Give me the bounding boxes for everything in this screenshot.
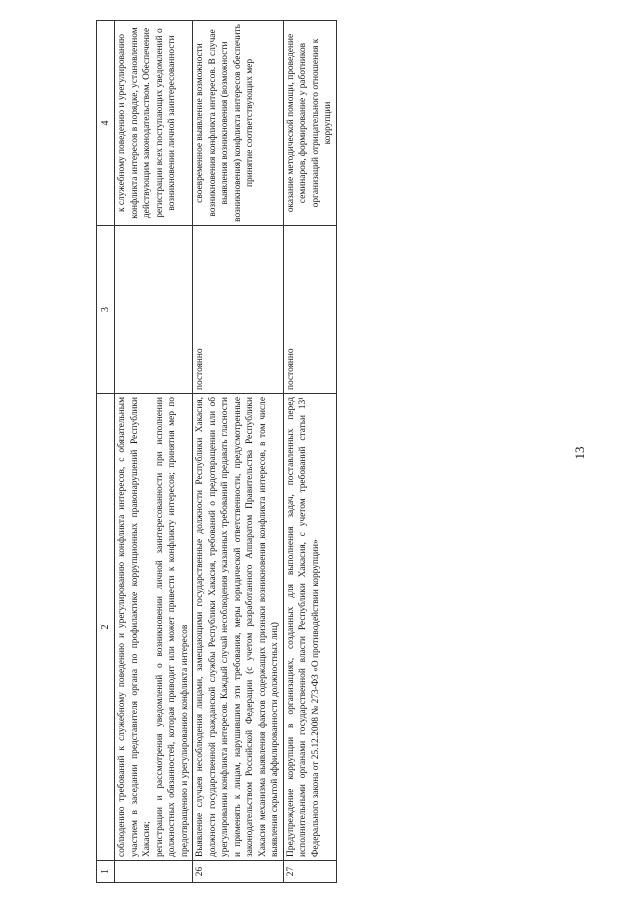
row-number: [115, 861, 193, 883]
term-cell: [115, 226, 193, 394]
header-cell-1: 1: [97, 861, 115, 883]
header-cell-3: 3: [97, 226, 115, 394]
measure-cell: [283, 394, 336, 861]
row-number: 26: [193, 861, 284, 883]
header-cell-2: 2: [97, 394, 115, 861]
header-cell-4: 4: [97, 21, 115, 226]
table-row: [283, 21, 336, 883]
result-cell: своевременное выявление возможности возникновения конфликта интересов. В случае выявления возникновения (возможности возникновения) конфликта интересов обеспечить принятие соответствующих мер: [193, 21, 284, 226]
term-cell: постоянно: [283, 226, 336, 394]
term-cell: постоянно: [193, 226, 284, 394]
row-number: 27: [283, 861, 336, 883]
measure-text: Предупреждение коррупции в организациях, созданных для выполнения задач, поставленных перед исполнительными органами государственной власти Республики Хакасия, с учетом требований статьи 13¹ Федерального закона от 25.12.2008 № 273-ФЗ «О противодействии коррупции»: [285, 397, 321, 857]
measure-cell: [193, 394, 284, 861]
page-number: 13: [572, 446, 587, 460]
measure-text: Выявление случаев несоблюдения лицами, замещающими государственные должности Республики Хакасия, должности государственной гражданской службы Республики Хакасия, требований о предотвращении или об урегулировании конфликта интересов. Каждый случай несоблюдения указанных требований предавать гласности и применять к лицам, нарушившим эти требования, меры юридической ответственности, предусмотренные законодательством Российской Федерации (с учетом разработанного Аппаратом Правительства Республики Хакасия механизма выявления фактов содержащих признаки возникновения конфликта интересов, в том числе выявления скрытой аффилированности должностных лиц): [195, 397, 280, 857]
table-row: [193, 21, 284, 883]
measure-text: регистрации и рассмотрения уведомлений о возникновении личной заинтересованности при исполнении должностных обязанностей, которая приводит или может привести к конфликту интересов; принятия мер по предотвращению и урегулированию конфликта интересов: [154, 397, 190, 857]
measures-table: [96, 20, 337, 883]
measure-text: соблюдению требований к служебному поведению и урегулированию конфликта интересов, с обязательным участием в заседании представителя органа по профилактике коррупционных правонарушений Республики Хакасия;: [117, 397, 152, 857]
result-cell: оказание методической помощи, проведение семинаров, формирование у работников организаций отрицательного отношения к коррупции: [283, 21, 336, 226]
table-header-row: [97, 21, 115, 883]
table-row: [115, 21, 193, 883]
result-cell: к служебному поведению и урегулированию конфликта интересов в порядке, установленном действующим законодательством. Обеспечение регистрации всех поступающих уведомлений о возникновении личной заинтересованности: [115, 21, 193, 226]
measure-cell: [115, 394, 193, 861]
